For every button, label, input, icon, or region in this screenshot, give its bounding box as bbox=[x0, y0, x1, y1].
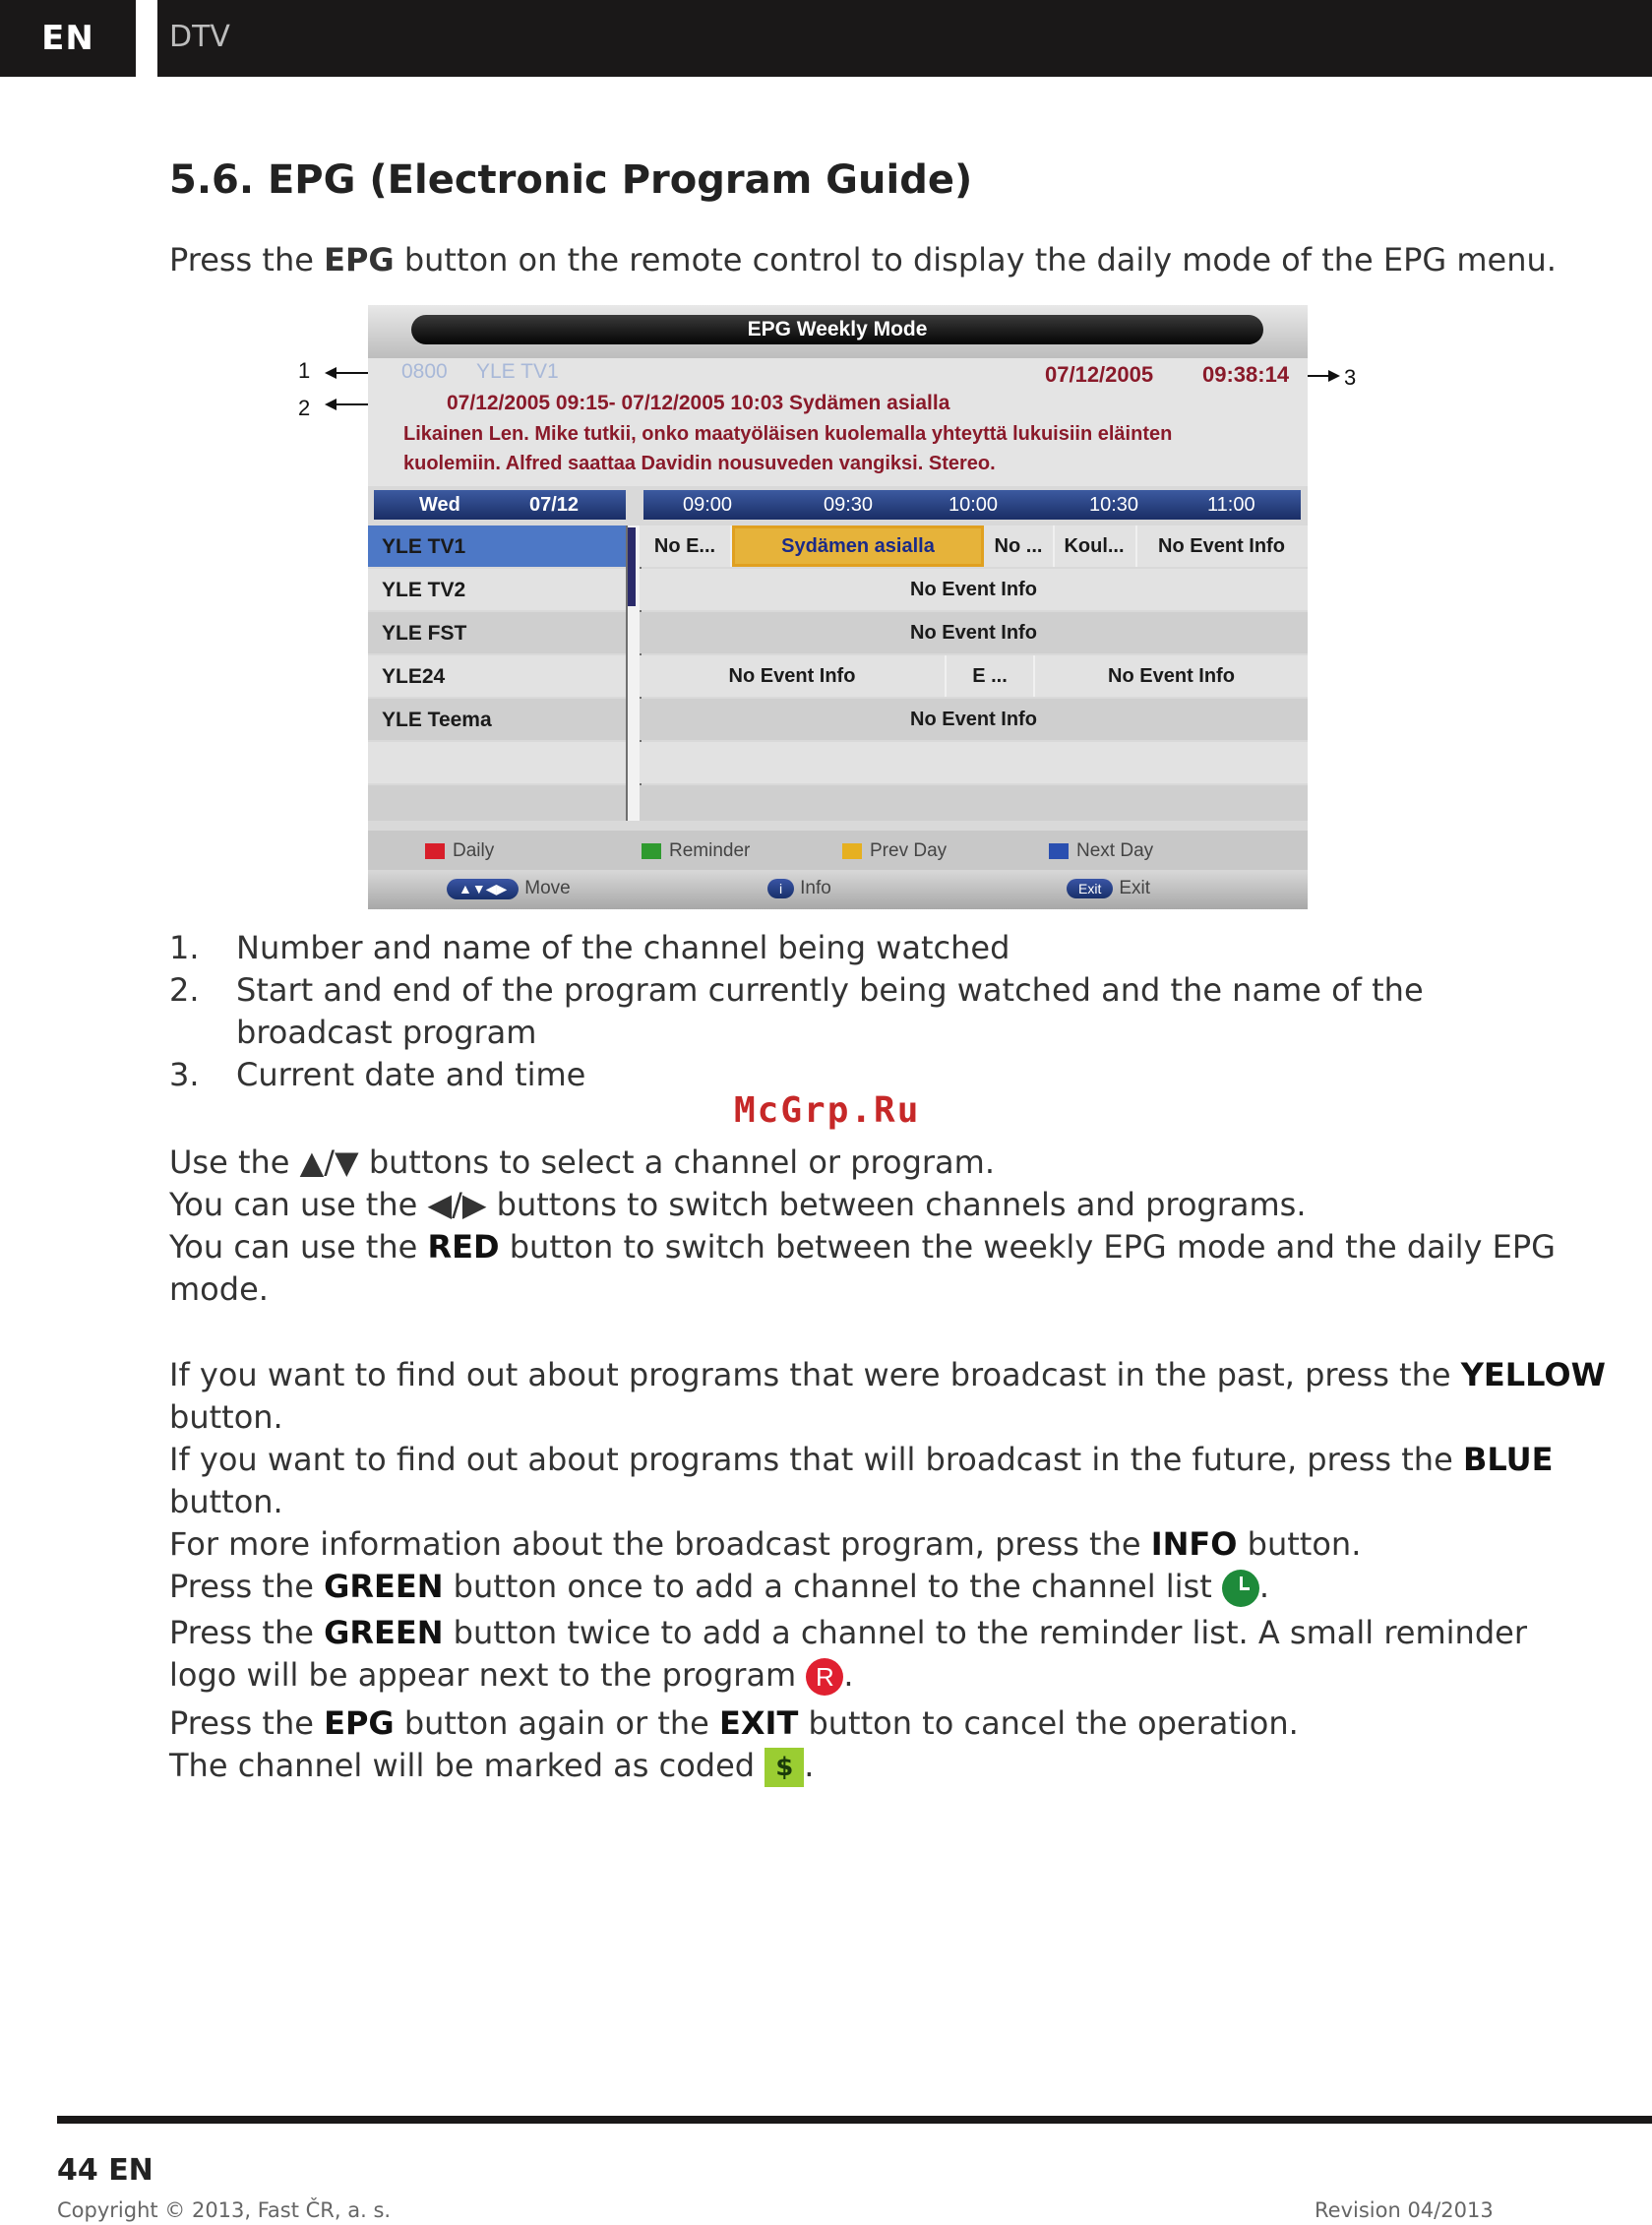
list-text: Number and name of the channel being watched bbox=[236, 929, 1010, 966]
event-row-empty bbox=[640, 742, 1308, 783]
para-line: If you want to find out about programs that were broadcast in the past, press the YELLOW bbox=[169, 1356, 1606, 1393]
yellow-key-icon bbox=[842, 843, 862, 859]
scrollbar-thumb[interactable] bbox=[628, 527, 636, 606]
section-label: DTV bbox=[169, 20, 230, 54]
channel-row-selected[interactable] bbox=[368, 525, 626, 567]
channel-label: YLE24 bbox=[382, 665, 446, 688]
event-row bbox=[640, 612, 1308, 653]
clock-icon bbox=[1222, 1570, 1259, 1607]
nav-label: Move bbox=[524, 878, 571, 898]
callout-1: 1 bbox=[298, 358, 311, 383]
event-cell-selected[interactable]: Sydämen asialla bbox=[732, 525, 984, 567]
callout-3: 3 bbox=[1344, 365, 1357, 390]
time-slot: 09:30 bbox=[824, 494, 874, 516]
epg-title: EPG Weekly Mode bbox=[411, 315, 1263, 344]
para-line: logo will be appear next to the program R . bbox=[169, 1656, 854, 1694]
channel-row-empty bbox=[368, 785, 626, 821]
nav-info[interactable] bbox=[767, 878, 831, 899]
para-line: If you want to find out about programs that will broadcast in the future, press the BLUE bbox=[169, 1441, 1554, 1478]
channel-row[interactable] bbox=[368, 612, 626, 653]
para-line: Press the EPG button again or the EXIT button to cancel the operation. bbox=[169, 1704, 1299, 1742]
numbered-list bbox=[169, 927, 1555, 1096]
arrow-keys-icon: ▲▼◀▶ bbox=[447, 879, 519, 899]
event-row bbox=[640, 569, 1308, 610]
list-number: 3. bbox=[169, 1056, 200, 1093]
watermark: McGrp.Ru bbox=[734, 1090, 921, 1131]
current-date: 07/12/2005 bbox=[1045, 362, 1154, 387]
channel-label: YLE TV1 bbox=[382, 535, 466, 558]
exit-key-icon: Exit bbox=[1067, 879, 1113, 898]
legend-next-day[interactable] bbox=[1049, 840, 1153, 862]
event-cell[interactable]: No Event Info bbox=[910, 622, 1037, 644]
event-cell[interactable]: No ... bbox=[984, 525, 1055, 567]
nav-bar bbox=[368, 870, 1308, 909]
top-bar bbox=[0, 0, 1652, 77]
event-cell[interactable]: No Event Info bbox=[1158, 535, 1285, 557]
channel-label: YLE Teema bbox=[382, 709, 492, 731]
page-title: 5.6. EPG (Electronic Program Guide) bbox=[169, 157, 973, 203]
callout-2: 2 bbox=[298, 396, 311, 420]
footer-rule bbox=[57, 2116, 1652, 2124]
channel-row[interactable] bbox=[368, 699, 626, 740]
para-line: button. bbox=[169, 1398, 283, 1436]
nav-move[interactable] bbox=[447, 878, 571, 899]
event-cell[interactable]: E ... bbox=[947, 655, 1035, 697]
para-line: You can use the RED button to switch between the weekly EPG mode and the daily EPG bbox=[169, 1228, 1556, 1266]
info-key-icon: i bbox=[767, 879, 794, 898]
channel-row-empty bbox=[368, 742, 626, 783]
para-line: button. bbox=[169, 1483, 283, 1520]
blue-key-icon bbox=[1049, 843, 1069, 859]
epg-title-bar bbox=[368, 305, 1308, 358]
current-time: 09:38:14 bbox=[1202, 362, 1290, 387]
nav-label: Info bbox=[800, 878, 831, 898]
channel-row[interactable] bbox=[368, 655, 626, 697]
event-cell[interactable]: No Event Info bbox=[910, 709, 1037, 730]
para-line: For more information about the broadcast program, press the INFO button. bbox=[169, 1525, 1362, 1563]
language-label: EN bbox=[41, 19, 94, 58]
day-header bbox=[374, 490, 626, 520]
para-line: You can use the ◀/▶ buttons to switch between channels and programs. bbox=[169, 1186, 1307, 1223]
reminder-r-icon: R bbox=[806, 1658, 843, 1696]
event-cell[interactable]: No Event Info bbox=[640, 655, 947, 697]
event-cell[interactable]: No Event Info bbox=[1108, 665, 1235, 687]
para-line: Use the ▲/▼ buttons to select a channel or program. bbox=[169, 1143, 995, 1181]
event-row bbox=[640, 525, 1308, 567]
current-program: 07/12/2005 09:15- 07/12/2005 10:03 Sydämen asialla bbox=[447, 392, 950, 414]
list-number: 2. bbox=[169, 971, 200, 1009]
color-key-legend bbox=[368, 831, 1308, 870]
nav-label: Exit bbox=[1119, 878, 1151, 898]
channel-label: YLE FST bbox=[382, 622, 467, 645]
event-cell[interactable]: No E... bbox=[640, 525, 732, 567]
legend-label: Reminder bbox=[669, 840, 751, 861]
green-key-icon bbox=[642, 843, 661, 859]
legend-label: Daily bbox=[453, 840, 495, 861]
event-row bbox=[640, 655, 1308, 697]
epg-screenshot bbox=[368, 305, 1308, 909]
event-cell[interactable]: Koul... bbox=[1053, 525, 1137, 567]
program-description: Likainen Len. Mike tutkii, onko maatyöläisen kuolemalla yhteyttä lukuisiin eläinten kuolemiin. Alfred saattaa Davidin nousuveden vangiksi. Stereo. bbox=[403, 423, 1173, 474]
para-line: Press the GREEN button twice to add a channel to the reminder list. A small reminder bbox=[169, 1614, 1527, 1651]
coded-icon: $ bbox=[765, 1748, 804, 1787]
para-line: The channel will be marked as coded $ . bbox=[169, 1747, 814, 1787]
legend-prev-day[interactable] bbox=[842, 840, 947, 862]
event-row-empty bbox=[640, 785, 1308, 821]
revision: Revision 04/2013 bbox=[1315, 2198, 1494, 2222]
red-key-icon bbox=[425, 843, 445, 859]
channel-name: YLE TV1 bbox=[476, 360, 559, 383]
legend-label: Next Day bbox=[1076, 840, 1154, 861]
legend-daily[interactable] bbox=[425, 840, 494, 862]
channel-number: 0800 bbox=[401, 360, 448, 383]
list-text: Start and end of the program currently being watched and the name of the broadcast program bbox=[236, 971, 1424, 1051]
time-header bbox=[643, 490, 1301, 520]
intro-text: Press the EPG button on the remote control to display the daily mode of the EPG menu. bbox=[169, 241, 1557, 278]
para-line: Press the GREEN button once to add a channel to the channel list . bbox=[169, 1568, 1270, 1605]
time-slot: 09:00 bbox=[683, 494, 733, 516]
day-date: 07/12 bbox=[529, 494, 580, 516]
list-number: 1. bbox=[169, 929, 200, 966]
event-row bbox=[640, 699, 1308, 740]
time-slot: 10:30 bbox=[1089, 494, 1139, 516]
legend-reminder[interactable] bbox=[642, 840, 750, 862]
divider bbox=[136, 0, 157, 77]
channel-label: YLE TV2 bbox=[382, 579, 466, 601]
time-slot: 10:00 bbox=[948, 494, 999, 516]
channel-row[interactable] bbox=[368, 569, 626, 610]
list-text: Current date and time bbox=[236, 1056, 586, 1093]
list-item bbox=[169, 969, 1555, 1054]
time-slot: 11:00 bbox=[1207, 494, 1255, 516]
copyright: Copyright © 2013, Fast ČR, a. s. bbox=[57, 2198, 392, 2222]
para-line: mode. bbox=[169, 1270, 269, 1308]
list-item bbox=[169, 927, 1555, 969]
legend-label: Prev Day bbox=[870, 840, 948, 861]
arrow-3-head bbox=[1328, 370, 1340, 382]
page-number: 44 EN bbox=[57, 2153, 153, 2188]
event-cell[interactable]: No Event Info bbox=[910, 579, 1037, 600]
nav-exit[interactable] bbox=[1067, 878, 1150, 899]
day-name: Wed bbox=[419, 494, 460, 516]
